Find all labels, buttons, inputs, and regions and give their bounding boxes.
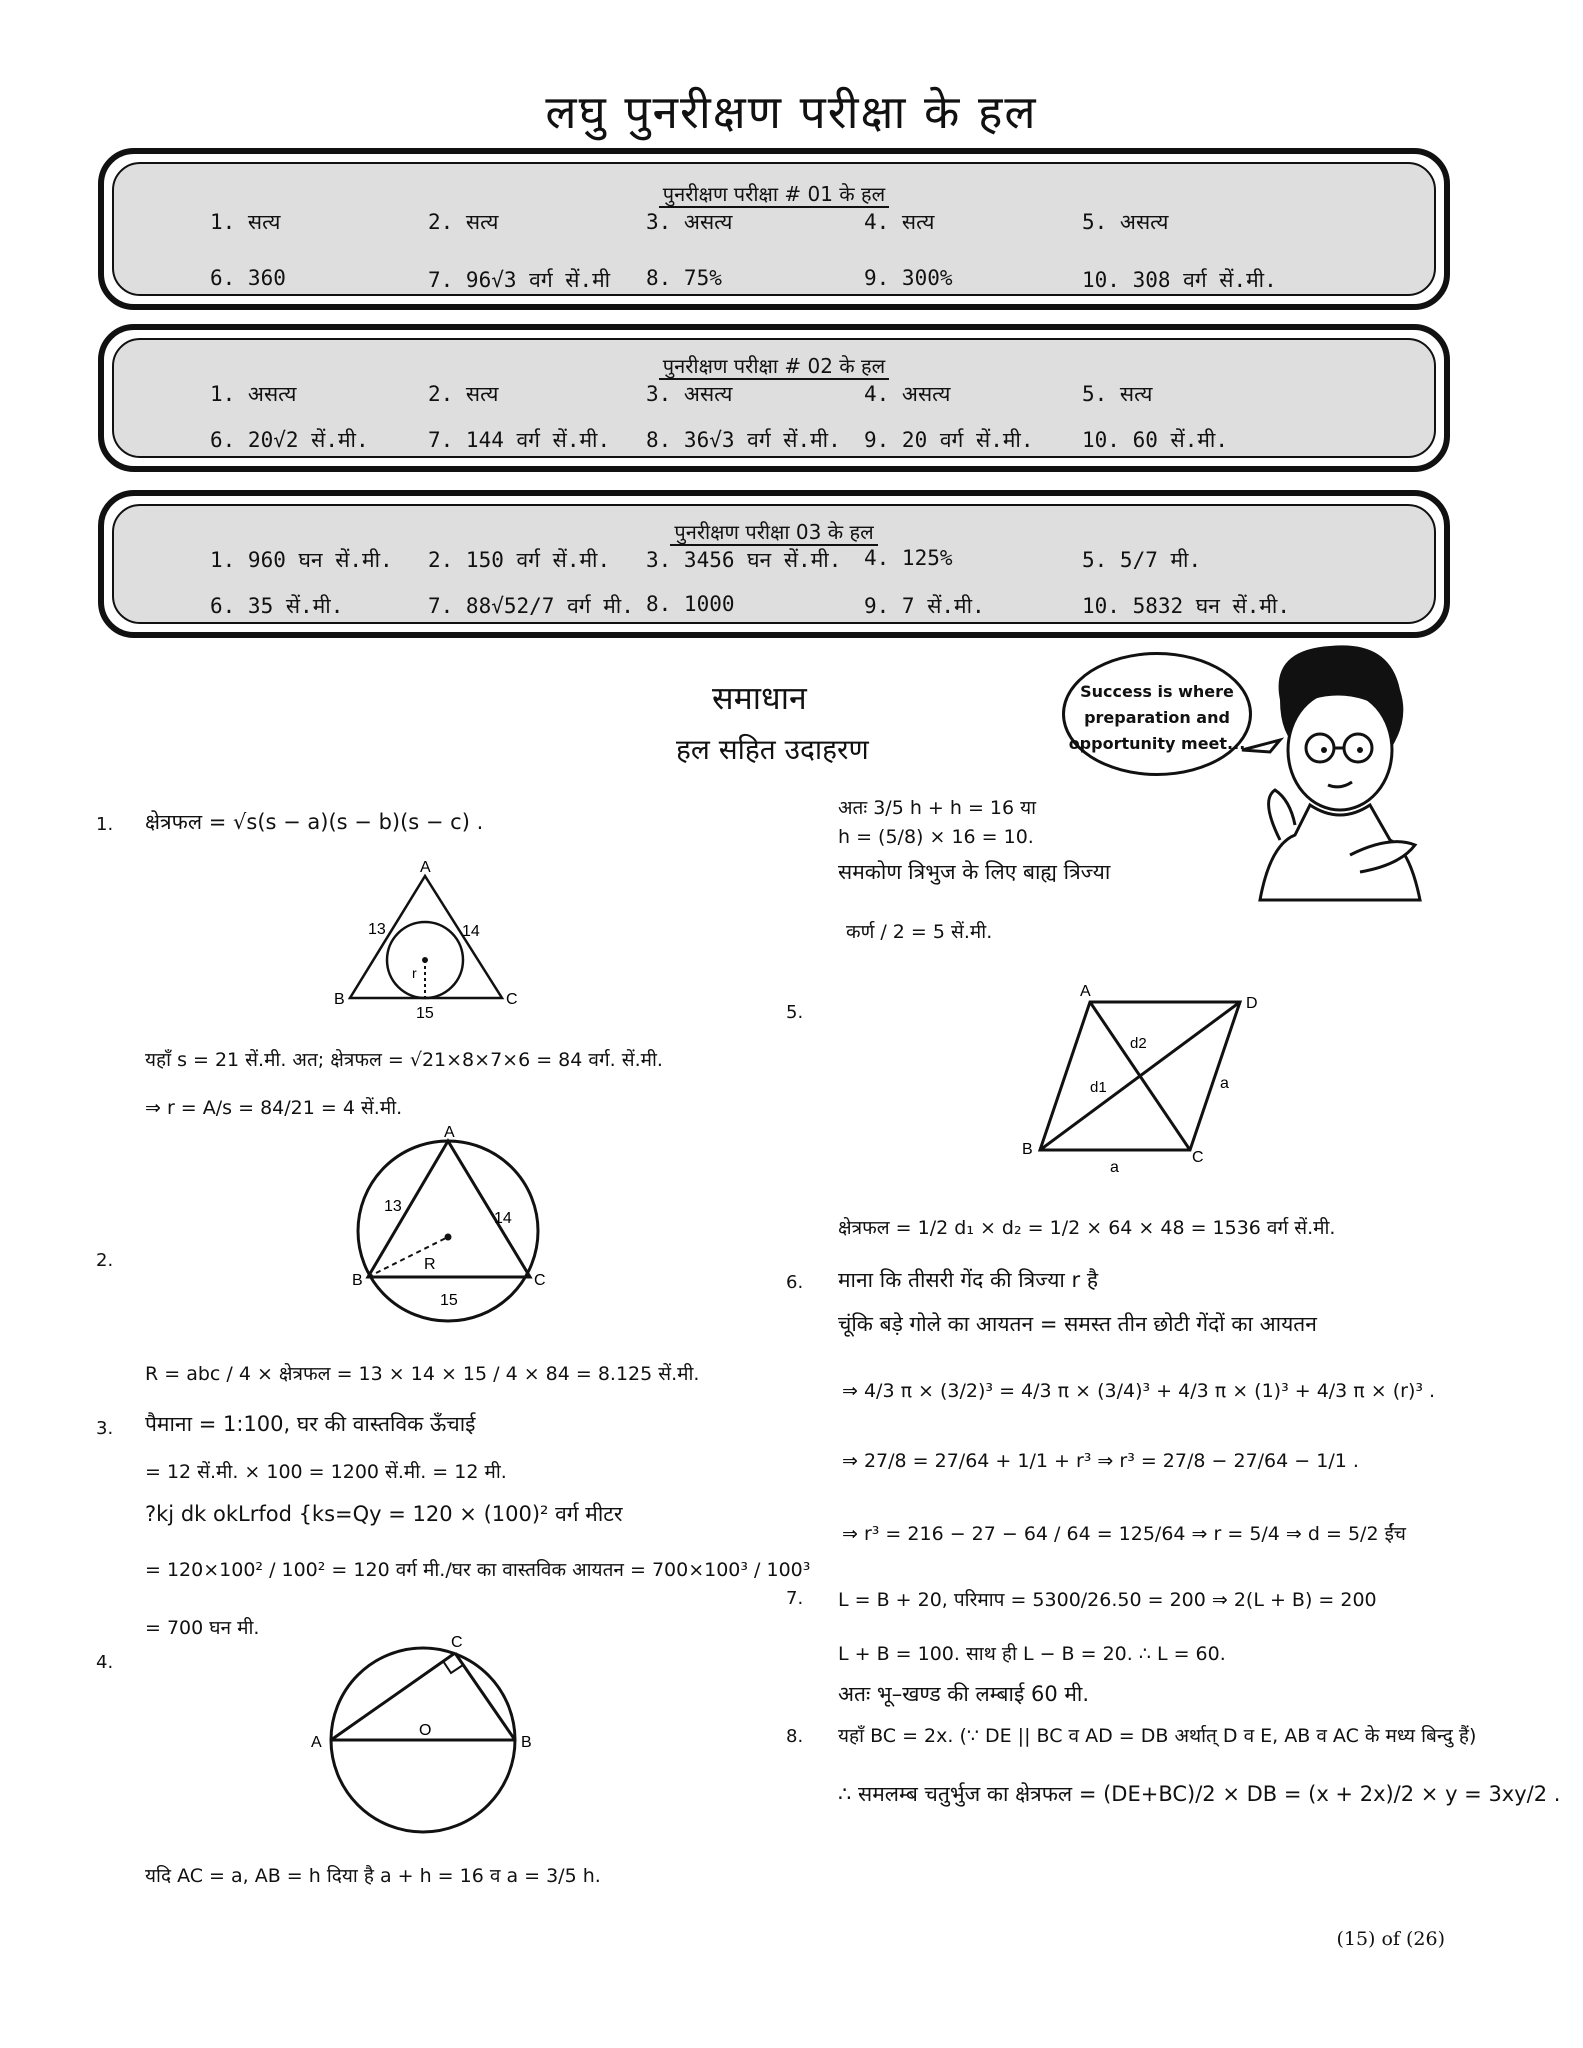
- fig-label: B: [521, 1734, 532, 1751]
- q1-line: ⇒ r = A/s = 84/21 = 4 सें.मी.: [145, 1097, 403, 1119]
- fig-label: B: [1022, 1141, 1033, 1158]
- answer-item: 3. 3456 घन सें.मी.: [646, 548, 842, 572]
- q3-line: = 700 घन मी.: [145, 1617, 260, 1639]
- q2-line: R = abc / 4 × क्षेत्रफल = 13 × 14 × 15 / 4 × 84 = 8.125 सें.मी.: [145, 1363, 700, 1385]
- answer-item: 6. 20√2 सें.मी.: [210, 428, 369, 452]
- answer-item: 4. 125%: [864, 546, 953, 570]
- fig-label: C: [506, 991, 518, 1008]
- answer-item: 10. 5832 घन सें.मी.: [1082, 594, 1290, 618]
- question-number: 8.: [786, 1726, 804, 1747]
- question-number: 5.: [786, 1002, 804, 1023]
- fig-label: C: [1192, 1149, 1204, 1166]
- fig-label: O: [419, 1722, 432, 1739]
- answer-item: 10. 308 वर्ग सें.मी.: [1082, 268, 1277, 292]
- q6-line: ⇒ r³ = 216 − 27 − 64 / 64 = 125/64 ⇒ r = 5/4 ⇒ d = 5/2 ईंच: [842, 1523, 1406, 1545]
- q4-line: यदि AC = a, AB = h दिया है a + h = 16 व a = 3/5 h.: [145, 1865, 601, 1887]
- r-line: अतः 3/5 h + h = 16 या: [838, 797, 1037, 819]
- fig-label: B: [352, 1272, 363, 1289]
- answer-item: 2. सत्य: [428, 382, 499, 406]
- fig-label: B: [334, 991, 345, 1008]
- question-number: 7.: [786, 1588, 804, 1609]
- answer-box-heading: पुनरीक्षण परीक्षा # 01 के हल: [659, 182, 889, 208]
- q5-line: क्षेत्रफल = 1/2 d₁ × d₂ = 1/2 × 64 × 48 = 1536 वर्ग सें.मी.: [838, 1217, 1336, 1239]
- section-title: समाधान: [712, 679, 807, 717]
- r-line: समकोण त्रिभुज के लिए बाह्य त्रिज्या: [838, 860, 1111, 884]
- question-number: 1.: [96, 814, 114, 835]
- answer-item: 7. 88√52/7 वर्ग मी.: [428, 594, 634, 618]
- rhombus-figure: [1010, 980, 1280, 1180]
- answer-item: 5. असत्य: [1082, 210, 1169, 234]
- r-line: कर्ण / 2 = 5 सें.मी.: [846, 921, 993, 943]
- answer-item: 2. सत्य: [428, 210, 499, 234]
- fig-label: D: [1246, 995, 1258, 1012]
- question-number: 6.: [786, 1272, 804, 1293]
- fig-label: 13: [368, 921, 386, 938]
- q7-line: अतः भू–खण्ड की लम्बाई 60 मी.: [838, 1682, 1090, 1706]
- page-title: लघु पुनरीक्षण परीक्षा के हल: [545, 85, 1038, 139]
- answer-box-heading: पुनरीक्षण परीक्षा # 02 के हल: [659, 354, 889, 380]
- fig-label: 14: [494, 1210, 512, 1227]
- triangle-incircle-figure: [330, 860, 520, 1020]
- answer-item: 8. 36√3 वर्ग सें.मी.: [646, 428, 841, 452]
- answer-item: 3. असत्य: [646, 382, 733, 406]
- answer-item: 1. 960 घन सें.मी.: [210, 548, 393, 572]
- section-subtitle: हल सहित उदाहरण: [676, 733, 869, 766]
- bubble-line: opportunity meet...: [1068, 734, 1246, 753]
- fig-label: A: [311, 1734, 322, 1751]
- cartoon-student-illustration: [1240, 640, 1450, 910]
- q3-line: पैमाना = 1:100, घर की वास्तविक ऊँचाई: [145, 1412, 476, 1436]
- fig-label: R: [424, 1256, 436, 1273]
- answer-item: 10. 60 सें.मी.: [1082, 428, 1228, 452]
- circle-right-triangle-figure: [305, 1625, 545, 1840]
- q6-line: ⇒ 27/8 = 27/64 + 1/1 + r³ ⇒ r³ = 27/8 − 27/64 − 1/1 .: [842, 1450, 1359, 1472]
- bubble-line: preparation and: [1084, 708, 1230, 727]
- fig-label: d2: [1130, 1035, 1147, 1052]
- answer-item: 4. सत्य: [864, 210, 935, 234]
- q8-line: यहाँ BC = 2x. (∵ DE || BC व AD = DB अर्थात् D व E, AB व AC के मध्य बिन्दु हैं): [838, 1725, 1477, 1747]
- fig-label: 15: [440, 1292, 458, 1309]
- answer-item: 9. 20 वर्ग सें.मी.: [864, 428, 1034, 452]
- answer-item: 2. 150 वर्ग सें.मी.: [428, 548, 611, 572]
- fig-label: A: [1080, 983, 1091, 1000]
- answer-item: 7. 96√3 वर्ग सें.मी: [428, 268, 611, 292]
- answer-item: 9. 7 सें.मी.: [864, 594, 985, 618]
- fig-label: a: [1220, 1075, 1229, 1092]
- answer-item: 6. 35 सें.मी.: [210, 594, 344, 618]
- q3-line: = 120×100² / 100² = 120 वर्ग मी./घर का वास्तविक आयतन = 700×100³ / 100³: [145, 1559, 811, 1581]
- answer-box-01: [98, 148, 1450, 310]
- answer-item: 8. 1000: [646, 592, 735, 616]
- fig-label: A: [444, 1125, 455, 1141]
- q7-line: L + B = 100. साथ ही L − B = 20. ∴ L = 60.: [838, 1643, 1226, 1665]
- q1-formula: क्षेत्रफल = √s(s − a)(s − b)(s − c) .: [145, 810, 484, 834]
- q3-line: ?kj dk okLrfod {ks=Qy = 120 × (100)² वर्ग मीटर: [145, 1502, 623, 1526]
- q6-line: ⇒ 4/3 π × (3/2)³ = 4/3 π × (3/4)³ + 4/3 π × (1)³ + 4/3 π × (r)³ .: [842, 1380, 1436, 1402]
- answer-box-heading: पुनरीक्षण परीक्षा 03 के हल: [670, 520, 877, 546]
- question-number: 2.: [96, 1250, 114, 1271]
- q6-line: चूंकि बड़े गोले का आयतन = समस्त तीन छोटी गेंदों का आयतन: [838, 1312, 1317, 1336]
- answer-item: 4. असत्य: [864, 382, 951, 406]
- answer-item: 8. 75%: [646, 266, 722, 290]
- answer-item: 6. 360: [210, 266, 286, 290]
- q7-line: L = B + 20, परिमाप = 5300/26.50 = 200 ⇒ 2(L + B) = 200: [838, 1589, 1377, 1611]
- q3-line: = 12 सें.मी. × 100 = 1200 सें.मी. = 12 मी.: [145, 1461, 507, 1483]
- r-line: h = (5/8) × 16 = 10.: [838, 826, 1034, 848]
- q8-line: ∴ समलम्ब चतुर्भुज का क्षेत्रफल = (DE+BC)/2 × DB = (x + 2x)/2 × y = 3xy/2 .: [838, 1782, 1561, 1806]
- answer-item: 5. सत्य: [1082, 382, 1153, 406]
- answer-box-03: [98, 490, 1450, 638]
- answer-item: 7. 144 वर्ग सें.मी.: [428, 428, 611, 452]
- q1-line: यहाँ s = 21 सें.मी. अत; क्षेत्रफल = √21×8×7×6 = 84 वर्ग. सें.मी.: [145, 1049, 663, 1071]
- answer-item: 5. 5/7 मी.: [1082, 548, 1202, 572]
- speech-bubble: [1062, 652, 1252, 776]
- answer-item: 1. असत्य: [210, 382, 297, 406]
- fig-label: a: [1110, 1159, 1119, 1176]
- answer-item: 9. 300%: [864, 266, 953, 290]
- triangle-circumcircle-figure: [340, 1125, 560, 1335]
- fig-label: C: [534, 1272, 546, 1289]
- answer-item: 1. सत्य: [210, 210, 281, 234]
- question-number: 4.: [96, 1652, 114, 1673]
- question-number: 3.: [96, 1418, 114, 1439]
- fig-label: C: [451, 1634, 463, 1651]
- fig-label: 15: [416, 1005, 434, 1020]
- bubble-line: Success is where: [1080, 682, 1234, 701]
- answer-item: 3. असत्य: [646, 210, 733, 234]
- page-number: (15) of (26): [1336, 1928, 1445, 1950]
- fig-label: 14: [462, 923, 480, 940]
- fig-label: d1: [1090, 1079, 1107, 1096]
- q6-line: माना कि तीसरी गेंद की त्रिज्या r है: [838, 1268, 1099, 1292]
- fig-label: A: [420, 860, 431, 876]
- fig-label: 13: [384, 1198, 402, 1215]
- fig-label: r: [412, 965, 417, 981]
- answer-box-02: [98, 324, 1450, 472]
